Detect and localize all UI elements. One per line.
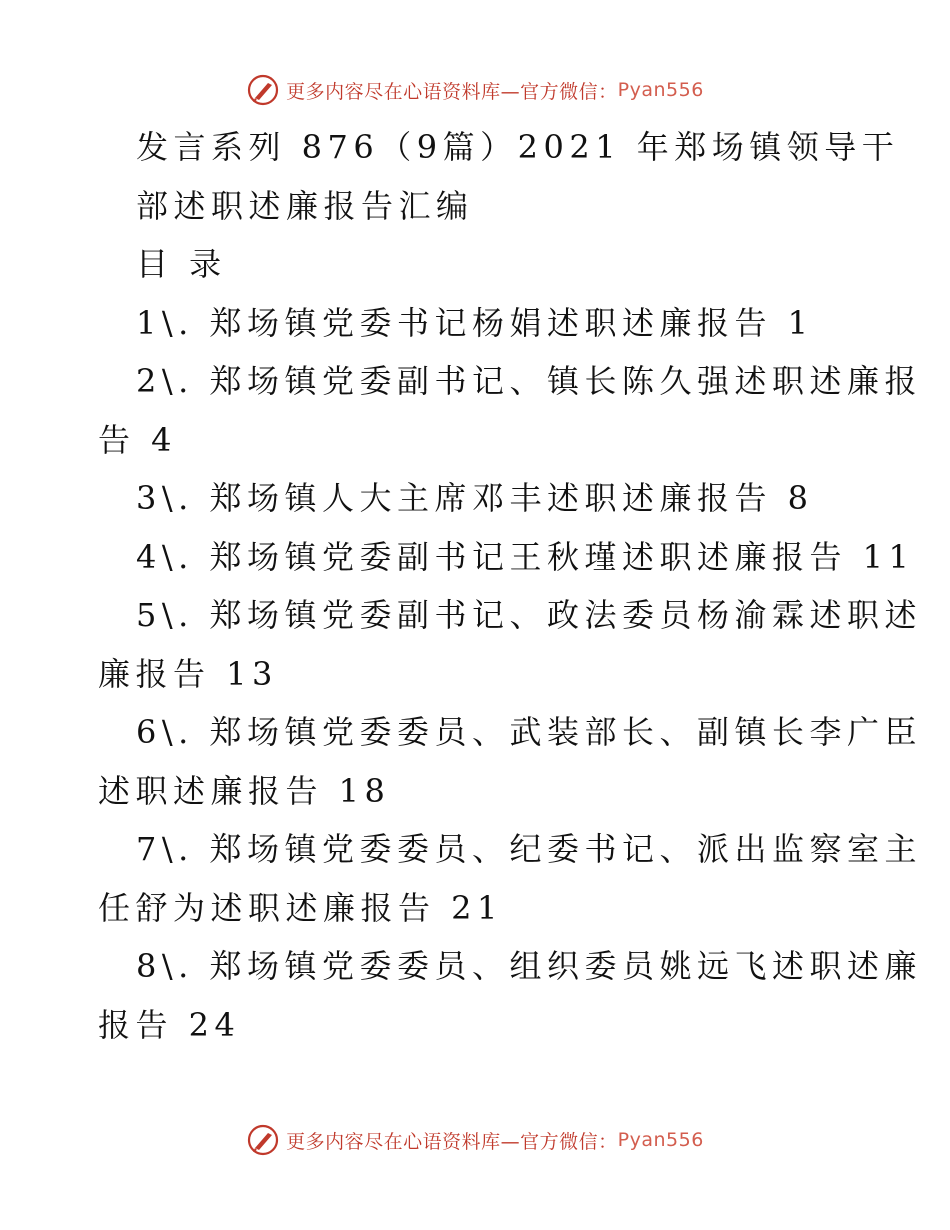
- toc-entry-continuation: 任舒为述职述廉报告 21: [98, 888, 503, 927]
- toc-entry-5: [98, 586, 922, 703]
- toc-entry-text: 8\. 郑场镇党委委员、组织委员姚远飞述职述廉: [136, 947, 922, 985]
- toc-entry-text: 6\. 郑场镇党委委员、武装部长、副镇长李广臣: [136, 713, 922, 751]
- toc-entry-8: [98, 937, 922, 1054]
- toc-entry-continuation: 述职述廉报告 18: [98, 771, 391, 810]
- watermark-handle: Pyan556: [617, 79, 704, 101]
- watermark-handle: Pyan556: [617, 1129, 704, 1151]
- toc-entry-1: [98, 294, 858, 353]
- toc-entry-3: [98, 469, 858, 528]
- pen-logo-icon: [246, 1123, 280, 1157]
- toc-entry-text: 5\. 郑场镇党委副书记、政法委员杨渝霖述职述: [136, 596, 922, 634]
- toc-entry-text: 7\. 郑场镇党委委员、纪委书记、派出监察室主: [136, 830, 922, 868]
- toc-list: [98, 294, 922, 1055]
- document-title-line-1: 发言系列 876（9篇）2021 年郑场镇领导干: [136, 128, 900, 166]
- footer-watermark: [0, 1120, 950, 1160]
- toc-entry-2: [98, 352, 922, 469]
- toc-entry-text: 3\. 郑场镇人大主席邓丰述职述廉报告 8: [136, 479, 814, 517]
- toc-entry-text: 4\. 郑场镇党委副书记王秋瑾述职述廉报告 11: [136, 537, 915, 576]
- toc-entry-continuation: 廉报告 13: [98, 654, 278, 693]
- toc-entry-6: [98, 703, 922, 820]
- watermark-text: 更多内容尽在心语资料库—官方微信：: [286, 80, 618, 103]
- watermark-text: 更多内容尽在心语资料库—官方微信：: [286, 1130, 618, 1153]
- toc-heading: 目 录: [136, 245, 227, 283]
- toc-entry-text: 2\. 郑场镇党委副书记、镇长陈久强述职述廉报: [136, 362, 922, 400]
- toc-entry-continuation: 告 4: [98, 420, 178, 459]
- toc-entry-4: [98, 528, 915, 587]
- toc-entry-continuation: 报告 24: [98, 1005, 241, 1044]
- header-watermark: [0, 70, 950, 110]
- toc-entry-text: 1\. 郑场镇党委书记杨娟述职述廉报告 1: [136, 303, 814, 342]
- document-body: [98, 118, 922, 1054]
- toc-entry-7: [98, 820, 922, 937]
- pen-logo-icon: [246, 73, 280, 107]
- document-title-line-2: 部述职述廉报告汇编: [136, 186, 474, 225]
